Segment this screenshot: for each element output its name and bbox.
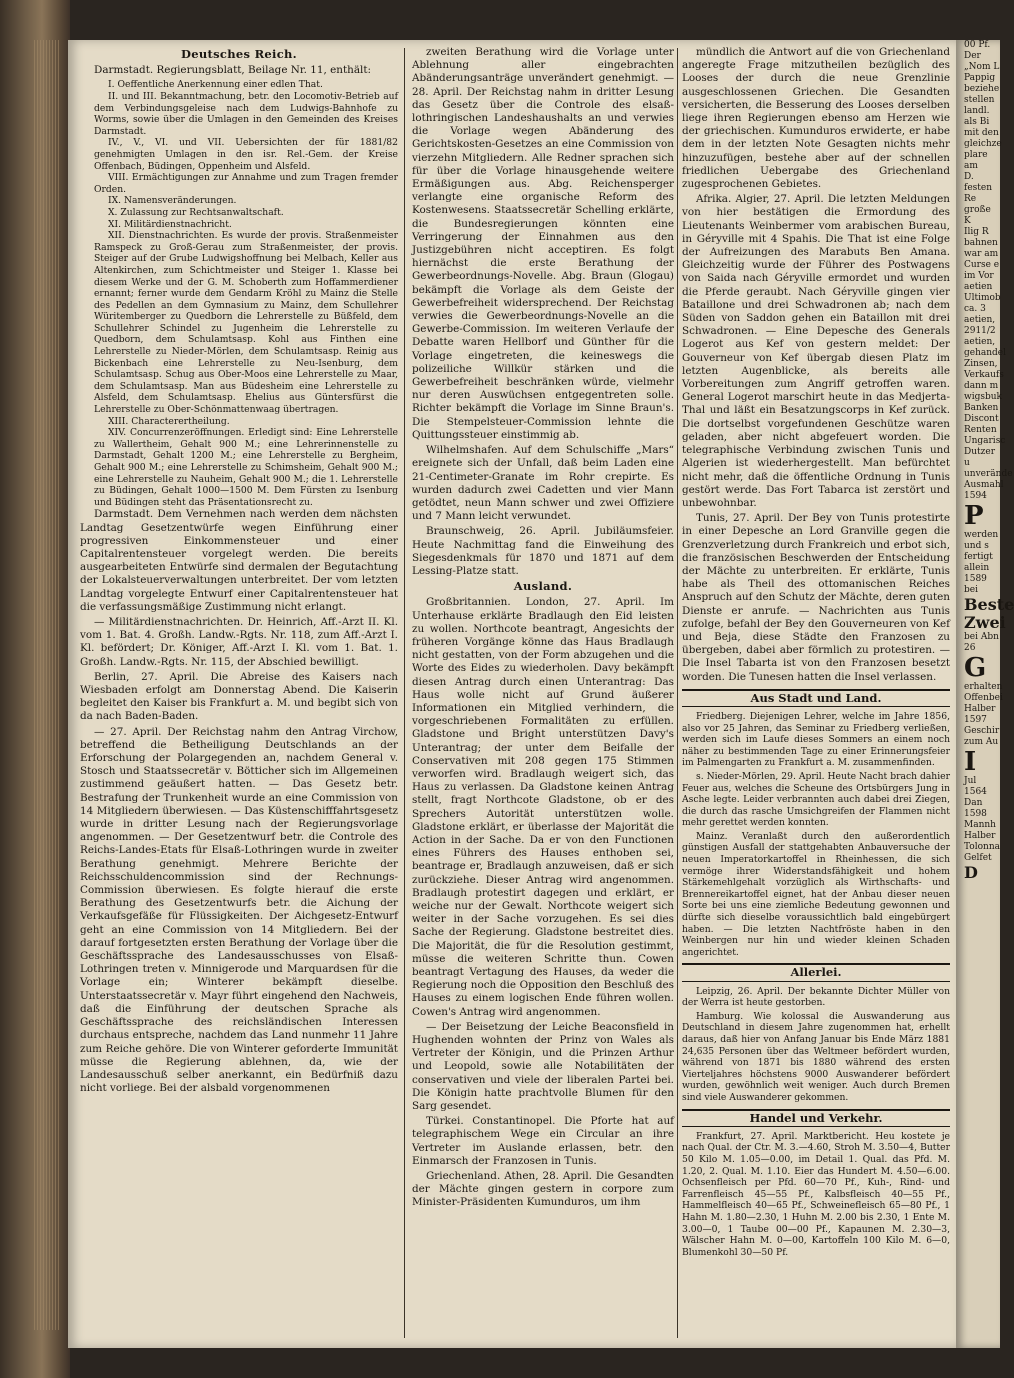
next-page-fragment: allein — [964, 563, 990, 573]
column-2 — [412, 46, 674, 1212]
book-spine — [0, 0, 70, 1378]
article-paragraph: Wilhelmshafen. Auf dem Schulschiffe „Mars“ ereignete sich der Unfall, daß beim Laden eine 21-Centimeter-Granate im Rohr crepirte. Es wurden dadurch zwei Cadetten und vier Mann getödtet, neun Mann schwer und zwei Offiziere und 7 Mann leicht verwundet. — [412, 444, 674, 523]
next-page-fragment: Jul — [964, 776, 977, 786]
next-page-fragment: wigsbuk — [964, 392, 1002, 402]
next-page-fragment: 2911/2 — [964, 326, 996, 336]
section-heading-ausland: Ausland. — [513, 579, 573, 594]
next-page-fragment: mit den — [964, 128, 999, 138]
next-page-fragment: Tolonna — [964, 842, 1000, 852]
next-page-fragment: Mannh — [964, 820, 996, 830]
article-paragraph: Tunis, 27. April. Der Bey von Tunis protestirte in einer Depesche an Lord Granville gegen die Grenzverletzung durch Frankreich und erbot sich, die französischen Beschwerden der Entscheidung der Mächte zu unterbreiten. Er erklärte, Tunis habe als Theil des ottomanischen Reiches Anspruch auf den Schutz der Mächte, deren guten Dienste er anrufe. — Nachrichten aus Tunis zufolge, befahl der Bey den Gouverneuren von Kef und Beja, diese Städte den Franzosen zu übergeben, dabei aber förmlich zu protestiren. — Die Insel Tabarta ist von den Franzosen besetzt worden. Die Tunesen hatten die Insel verlassen. — [682, 512, 950, 683]
next-page-fragment: D — [964, 863, 978, 882]
next-page-fragment: große K — [964, 205, 991, 226]
article-paragraph: Großbritannien. London, 27. April. Im Unterhause erklärte Bradlaugh den Eid leisten zu wollen. Northcote beantragt, Angesichts der früheren Vorgänge könne das Haus Bradlaugh nicht gestatten, von der Form abzugehen und die Worte des Eides zu wiederholen. Davy bekämpft diesen Antrag durch einen Unterantrag: Das Haus wolle nicht auf Grund äußerer Informationen ein Mitglied verhindern, die vorgeschriebenen Formalitäten zu erfüllen. Gladstone und Bright unterstützen Davy's Unterantrag; der unter dem Beifalle der Conservativen mit 208 gegen 175 Stimmen verworfen wird. Bradlaugh weigert sich, das Haus zu verlassen. Da Gladstone keinen Antrag stellt, fragt Northcote Gladstone, ob er des Sprechers Autorität unterstützen wolle. Gladstone erklärt, er überlasse der Majorität die Action in der Sache. Da er von den Functionen eines Führers des Hauses enthoben sei, beantrage er, Bradlaugh anzuweisen, daß er sich zurückziehe. Dieser Antrag wird angenommen. Bradlaugh protestirt dagegen und erklärt, er weiche nur der Gewalt. Northcote weigert sich weiter in der Sache vorzugehen. Es sei dies Sache der Regierung. Gladstone bestreitet dies. Die Majorität, die für die Resolution gestimmt, müsse die weiteren Schritte thun. Cowen beantragt Vertagung des Hauses, da weder die Regierung noch die Opposition den Beschluß des Hauses zu einem logischen Ende führen wollen. Cowen's Antrag wird angenommen. — [412, 596, 674, 1018]
next-page-fragment: Beste — [964, 595, 1014, 614]
next-page-fragment: Banken — [964, 403, 999, 413]
newspaper-page — [68, 40, 956, 1348]
next-page-fragment: Dutzer u — [964, 447, 995, 468]
next-page-fragment: aetien, — [964, 315, 996, 325]
article-paragraph: — 27. April. Der Reichstag nahm den Antrag Virchow, betreffend die Betheiligung Deutschlands an der Erforschung der Polargegenden an, nachdem General v. Stosch und Staatssecretär v. Bötticher sich im Allgemeinen zustimmend geäußert hatten. — Das Gesetz betr. Bestrafung der Trunkenheit wurde an eine Commission von 14 Mitgliedern überwiesen. — Das Küstenschifffahrtsgesetz wurde in dritter Lesung nach der Regierungsvorlage angenommen. — Der Gesetzentwurf betr. die Controle des Reichs-Landes-Etats für Elsaß-Lothringen wurde in zweiter Berathung genehmigt. Mehrere Berichte der Reichsschuldencommission sind der Rechnungs-Commission überwiesen. Es folgte hierauf die erste Berathung des Gesetzentwurfs betr. die Aichung der Verkaufsgefäße für Flüssigkeiten. Der Aichgesetz-Entwurf geht an eine Commission von 14 Mitgliedern. Bei der darauf fortgesetzten ersten Berathung der Vorlage über die Geschäftssprache des Landesausschusses von Elsaß-Lothringen treten v. Minnigerode und Marquardsen für die Vorlage ein; Winterer bekämpft dieselbe. Unterstaatssecretär v. Mayr führt eingehend den Nachweis, daß die Einführung der deutschen Sprache als Geschäftssprache des reichsländischen Interessen durchaus entspreche, nachdem das Land nunmehr 11 Jahre zum Reiche gehöre. Die von Winterer geforderte Immunität müsse die Regierung ablehnen, da, wie der Landesausschuß selber anerkannt, ein Bedürfniß dazu nicht vorliege. Bei der alsbald vorgenommenen — [80, 725, 398, 1095]
next-page-fragment: Re — [964, 194, 977, 204]
next-page-fragment: G — [964, 653, 987, 683]
next-page-fragment: Zinsen, — [964, 359, 998, 369]
next-page-fragment: stellen — [964, 95, 995, 105]
next-page-fragment: unverände — [964, 469, 1013, 479]
section-heading-allerlei: Allerlei. — [682, 963, 950, 981]
list-item: IX. Namensveränderungen. — [108, 195, 237, 207]
next-page-fragment: beziehe — [964, 84, 1000, 94]
next-page-fragment: aetien — [964, 282, 993, 292]
next-page-fragment: I — [964, 747, 977, 777]
misc-news-item: Leipzig, 26. April. Der bekannte Dichter Müller von der Werra ist heute gestorben. — [682, 985, 950, 1009]
next-page-fragment: 00 Pf. — [964, 40, 991, 50]
next-page-fragment: festen — [964, 183, 993, 193]
next-page-fragment: Geschir — [964, 726, 1000, 736]
next-page-fragment: erhalten — [964, 682, 1003, 692]
article-paragraph: Braunschweig, 26. April. Jubiläumsfeier. Heute Nachmittag fand die Einweihung des Siegesdenkmals für 1870 und 1871 auf dem Lessing-Platze statt. — [412, 525, 674, 577]
next-page-fragment: als Bi — [964, 117, 990, 127]
article-paragraph: mündlich die Antwort auf die von Griechenland angeregte Frage mitzutheilen bezüglich des Looses der durch die neue Grenzlinie ausgeschlossenen Griechen. Die Gesandten versicherten, die Besserung des Looses derselben liege ihren Regierungen ebenso am Herzen wie der griechischen. Kumunduros erwiderte, er habe dem in der letzten Note Gesagten nichts mehr hinzuzufügen, bestehe aber auf der schnellen friedlichen Uebergabe des Griechenland zugesprochenen Gebietes. — [682, 46, 950, 191]
list-item: I. Oeffentliche Anerkennung einer edlen That. — [108, 79, 323, 91]
local-news-item: s. Nieder-Mörlen, 29. April. Heute Nacht brach dahier Feuer aus, welches die Scheune des Ortsbürgers Jung in Asche legte. Leider verbrannten auch dabei drei Ziegen, die durch das rasche Umsichgreifen der Flammen nicht mehr gerettet werden konnten. — [682, 770, 950, 829]
article-paragraph: Darmstadt. Dem Vernehmen nach werden dem nächsten Landtag Gesetzentwürfe wegen Einführung einer progressiven Einkommensteuer und einer Capitalrentensteuer vorgelegt werden. Die bereits ausgearbeiteten Entwürfe sind dermalen der Begutachtung der Lokalsteuerverwaltungen unterbreitet. Der vom letzten Landtag vorgelegte Entwurf einer Capitalrentensteuer hat die verfassungsmäßige Zustimmung nicht erlangt. — [80, 508, 398, 613]
next-page-fragment: gehandel — [964, 348, 1007, 358]
next-page-fragment: D. — [964, 172, 974, 182]
article-paragraph: — Der Beisetzung der Leiche Beaconsfield in Hughenden wohnten der Prinz von Wales als Vertreter der Königin, und die Prinzen Arthur und Leopold, sowie alle Notabilitäten der conservativen und viele der liberalen Partei bei. Die Königin hatte prachtvolle Blumen für den Sarg gesendet. — [412, 1020, 674, 1113]
next-page-fragment: Halber — [964, 704, 996, 714]
local-news-item: Mainz. Veranlaßt durch den außerordentlich günstigen Ausfall der stattgehabten Anbauversuche der neuen Imperatorkartoffel in Rheinhessen, die sich vermöge ihrer Widerstandsfähigkeit und hohem Stärkemehlgehalt vorzüglich als Wirthschafts- und Brennereikartoffel eignet, hat der Anbau dieser neuen Sorte bei uns eine ziemliche Bedeutung gewonnen und dürfte sich dieselbe voraussichtlich bald eingebürgert haben. — Die letzten Nachtfröste haben in den Weinbergen nur hin und wieder kleinen Schaden angerichtet. — [682, 830, 950, 958]
section-heading-deutsches-reich: Deutsches Reich. — [180, 47, 297, 61]
list-item: II. und III. Bekanntmachung, betr. den Locomotiv-Betrieb auf dem Verbindungsgeleise nach dem Ludwigs-Bahnhofe zu Worms, sowie über die Umlagen in den Gemeinden des Kreises Darmstadt. — [94, 91, 398, 137]
next-page-fragment: Zwei — [964, 613, 1006, 632]
next-page-fragment: werden — [964, 530, 999, 540]
list-item: XI. Militärdienstnachricht. — [108, 218, 232, 230]
next-page-fragment: 26 — [964, 643, 976, 653]
next-page-fragment: bahnen — [964, 238, 998, 248]
market-report: Frankfurt, 27. April. Marktbericht. Heu kostete je nach Qual. der Ctr. M. 3.—4.60, Stroh M. 3.50—4, Butter 50 Kilo M. 1.05—0.00, im Detail 1. Qual. das Pfd. M. 1.20, 2. Qual. M. 1.10. Eier das Hundert M. 4.50—6.00. Ochsenfleisch per Pfd. 60—70 Pf., Kuh-, Rind- und Farrenfleisch 45—55 Pf., Kalbsfleisch 40—55 Pf., Hammelfleisch 40—65 Pf., Schweinefleisch 65—80 Pf., 1 Hahn M. 1.80—2.30, 1 Huhn M. 2.00 bis 2.30, 1 Ente M. 3.00—0, 1 Taube 00—00 Pf., Kapaunen M. 2.30—3, Wälscher Hahn M. 0—00, Kartoffeln 100 Kilo M. 6—0, Blumenkohl 30—50 Pf. — [682, 1130, 950, 1258]
article-paragraph: — Militärdienstnachrichten. Dr. Heinrich, Aff.-Arzt II. Kl. vom 1. Bat. 4. Großh. Landw.-Rgts. Nr. 118, zum Aff.-Arzt I. Kl. befördert; Dr. Königer, Aff.-Arzt I. Kl. vom 1. Bat. 1. Großh. Landw.-Rgts. Nr. 115, der Abschied bewilligt. — [80, 616, 398, 668]
next-page-fragment: und s — [964, 541, 989, 551]
list-item: VIII. Ermächtigungen zur Annahme und zum Tragen fremder Orden. — [94, 172, 398, 195]
local-news-item: Friedberg. Diejenigen Lehrer, welche im Jahre 1856, also vor 25 Jahren, das Seminar zu Friedberg verließen, werden sich im Laufe dieses Sommers an einem noch näher zu bestimmenden Tage zu einer Erinnerungsfeier im Palmengarten zu Frankfurt a. M. zusammenfinden. — [682, 710, 950, 769]
next-page-fragment: 1589 — [964, 574, 987, 584]
list-item: IV., V., VI. und VII. Uebersichten der für 1881/82 genehmigten Umlagen in den isr. Rel.-Gem. der Kreise Offenbach, Büdingen, Oppenheim und Alsfeld. — [94, 137, 398, 172]
article-paragraph: Türkei. Constantinopel. Die Pforte hat auf telegraphischem Wege ein Circular an ihre Vertreter im Auslande erlassen, betr. den Einmarsch der Franzosen in Tunis. — [412, 1115, 674, 1167]
next-page-fragment: zum Au — [964, 737, 999, 747]
next-page-fragment: fertigt — [964, 552, 993, 562]
column-3 — [682, 46, 950, 1260]
next-page-fragment: bei — [964, 585, 978, 595]
next-page-fragment: 1597 — [964, 715, 987, 725]
next-page-fragment: Der — [964, 51, 981, 61]
list-item: XII. Dienstnachrichten. Es wurde der provis. Straßenmeister Ramspeck zu Groß-Gerau zum Straßenmeister, der provis. Steiger auf der Grube Ludwigshoffnung bei Melbach, Keller aus Altenkirchen, zum Schichtmeister und Steiger 1. Klasse bei diesem Werke und der G. M. Schoberth zum Hoffammerdiener ernannt; ferner wurde dem Gendarm Kröhl zu Mainz die Stelle des Pedellen an dem Gymnasium zu Mainz, dem Schullehrer Würitemberger zu Quedborn die Lehrerstelle zu Büßfeld, dem Schullehrer Schindel zu Jugenheim die Lehrerstelle zu Quedborn, dem Schulamtsasp. Kohl aus Finthen eine Lehrerstelle zu Nieder-Mörlen, dem Schulamtsasp. Reinig aus Bickenbach eine Lehrerstelle zu Neu-Isenburg, dem Schulamtsasp. Schug aus Ober-Moos eine Lehrerstelle zu Maar, dem Schulamtsasp. Man aus Büdesheim eine Lehrerstelle zu Alsfeld, dem Schulamtsasp. Ehelius aus Güntersfürst die Lehrerstelle zu Ober-Schönmattenwaag übertragen. — [94, 230, 398, 416]
article-paragraph: zweiten Berathung wird die Vorlage unter Ablehnung aller eingebrachten Abänderungsanträge unverändert genehmigt. — 28. April. Der Reichstag nahm in dritter Lesung das Gesetz über die Controle des elsaß-lothringischen Landeshaushalts an und verwies die Vorlage wegen Abänderung des Gerichtskosten-Gesetzes an eine Commission von vierzehn Mitgliedern. Alle Redner sprachen sich für über die Vorlage hinausgehende weitere Ermäßigungen aus. Abg. Reichensperger verlangte eine organische Reform des Kostenwesens. Staatssecretär Schelling erklärte, die Bundesregierungen könnten eine Verringerung der Einnahmen aus den Justizgebühren nicht acceptiren. Es folgt hiernächst die erste Berathung der Gewerbeordnungs-Novelle. Abg. Braun (Glogau) bekämpft die Vorlage als dem Geiste der Gewerbefreiheit widersprechend. Der Reichstag verwies die Gewerbeordnungs-Novelle an die Gewerbe-Commission. Im weiteren Verlaufe der Debatte waren Hellborf und Günther für die Vorlage eingetreten, die keineswegs die polizeiliche Willkür stärken und die Gewerbefreiheit beschränken würde, vielmehr nur deren Auswüchsen entgegentreten solle. Richter bekämpft die Vorlage im Sinne Braun's. Die Stempelsteuer-Commission lehnte die Quittungssteuer einstimmig ab. — [412, 46, 674, 441]
next-page-fragment: aetien, — [964, 337, 996, 347]
next-page-fragment: dann m — [964, 381, 999, 391]
column-rule — [404, 48, 405, 1338]
next-page-fragment: „Nom L — [964, 62, 1000, 72]
article-paragraph: Afrika. Algier, 27. April. Die letzten Meldungen von hier bestätigen die Ermordung des Lieutenants Weinbermer vom arabischen Bureau, in Géryville mit 4 Spahis. Die That ist eine Folge der Aufreizungen des Marabuts Ben Amana. Gleichzeitig wurde der Führer des Postwagens von Saida nach Géryville ermordet und wurden die Pferde geraubt. Nach Géryville gingen vier Bataillone und drei Schwadronen ab; nach dem Süden von Saddon gehen ein Bataillon mit drei Schwadronen. — Eine Depesche des Generals Logerot aus Kef von gestern meldet: Der Gouverneur von Kef übergab diesen Platz im letzten Augenblicke, als bereits alle Vorbereitungen zum Angriff getroffen waren. General Logerot marschirt heute in das Medjerta-Thal und läßt ein Besatzungscorps in Kef zurück. Die dortselbst vorgefundenen Geschütze waren geladen, aber nicht abgefeuert worden. Die telegraphische Verbindung zwischen Tunis und Algerien ist wiederhergestellt. Man befürchtet nicht mehr, daß die öffentliche Ordnung in Tunis gestört werde. Das Fort Tabarca ist zerstört und unbewohnbar. — [682, 193, 950, 509]
next-page-edge — [956, 40, 1014, 1348]
next-page-fragment: ca. 3 — [964, 304, 986, 314]
next-page-fragment: Offenbei — [964, 693, 1003, 703]
next-page-fragment: Verkaufs — [964, 370, 1004, 380]
list-item: X. Zulassung zur Rechtsanwaltschaft. — [108, 206, 284, 218]
next-page-fragment: Curse e — [964, 260, 1000, 270]
next-page-fragment: plare am — [964, 150, 988, 171]
next-page-fragment: im Vor — [964, 271, 994, 281]
next-page-fragment: gleichze — [964, 139, 1002, 149]
next-page-fragment: Pappig — [964, 73, 996, 83]
next-page-fragment: Dan — [964, 798, 983, 808]
next-page-fragment: P — [964, 501, 984, 531]
next-page-fragment: Ultimob — [964, 293, 1001, 303]
next-page-fragment: 1598 — [964, 809, 987, 819]
list-item: XIII. Characterertheilung. — [108, 415, 230, 427]
next-page-fragment: 1564 — [964, 787, 987, 797]
column-rule — [677, 48, 678, 1338]
article-intro: Darmstadt. Regierungsblatt, Beilage Nr. 11, enthält: — [94, 64, 372, 77]
next-page-fragment: Ausmahl — [964, 480, 1004, 490]
next-page-fragment: Renten — [964, 425, 997, 435]
article-paragraph: Berlin, 27. April. Die Abreise des Kaisers nach Wiesbaden erfolgt am Donnerstag Abend. Die Kaiserin begleitet den Kaiser bis Frankfurt a. M. und begibt sich von da nach Baden-Baden. — [80, 670, 398, 723]
next-page-fragment: war am — [964, 249, 999, 259]
column-1 — [80, 46, 398, 1097]
next-page-fragment: Discont — [964, 414, 999, 424]
section-heading-handel-und-verkehr: Handel und Verkehr. — [682, 1109, 950, 1127]
next-page-fragments — [956, 40, 1014, 882]
next-page-fragment: 1594 — [964, 491, 987, 501]
misc-news-item: Hamburg. Wie kolossal die Auswanderung aus Deutschland in diesem Jahre zugenommen hat, erhellt daraus, daß hier von Anfang Januar bis Ende März 1881 24,635 Personen über das Weltmeer befördert wurden, während von 1871 bis 1880 während des ersten Vierteljahres höchstens 9000 Auswanderer befördert wurden, gewöhnlich weit weniger. Auch durch Bremen sind viele Auswanderer gekommen. — [682, 1010, 950, 1103]
next-page-fragment: bei Abn — [964, 632, 999, 642]
article-paragraph: Griechenland. Athen, 28. April. Die Gesandten der Mächte gingen gestern in corpore zum Minister-Präsidenten Kumunduros, um ihm — [412, 1170, 674, 1209]
section-heading-aus-stadt-und-land: Aus Stadt und Land. — [682, 689, 950, 707]
list-item: XIV. Concurrenzeröffnungen. Erledigt sind: Eine Lehrerstelle zu Wallertheim, Gehalt 900 M.; eine Lehrerinnenstelle zu Darmstadt, Gehalt 1200 M.; eine Lehrerstelle zu Bergheim, Gehalt 900 M.; eine Lehrerstelle zu Schimsheim, Gehalt 900 M.; eine Lehrerstelle zu Nauheim, Gehalt 900 M.; die 1. Lehrerstelle zu Büdingen, Gehalt 1000—1500 M. Dem Fürsten zu Isenburg und Büdingen steht das Präsentationsrecht zu. — [94, 427, 398, 508]
next-page-fragment: Gelfet — [964, 853, 992, 863]
next-page-fragment: Ilig R — [964, 227, 989, 237]
next-page-fragment: landl. — [964, 106, 990, 116]
next-page-fragment: Ungarisc — [964, 436, 1006, 446]
page-edges — [34, 40, 60, 1330]
next-page-fragment: Halber — [964, 831, 996, 841]
